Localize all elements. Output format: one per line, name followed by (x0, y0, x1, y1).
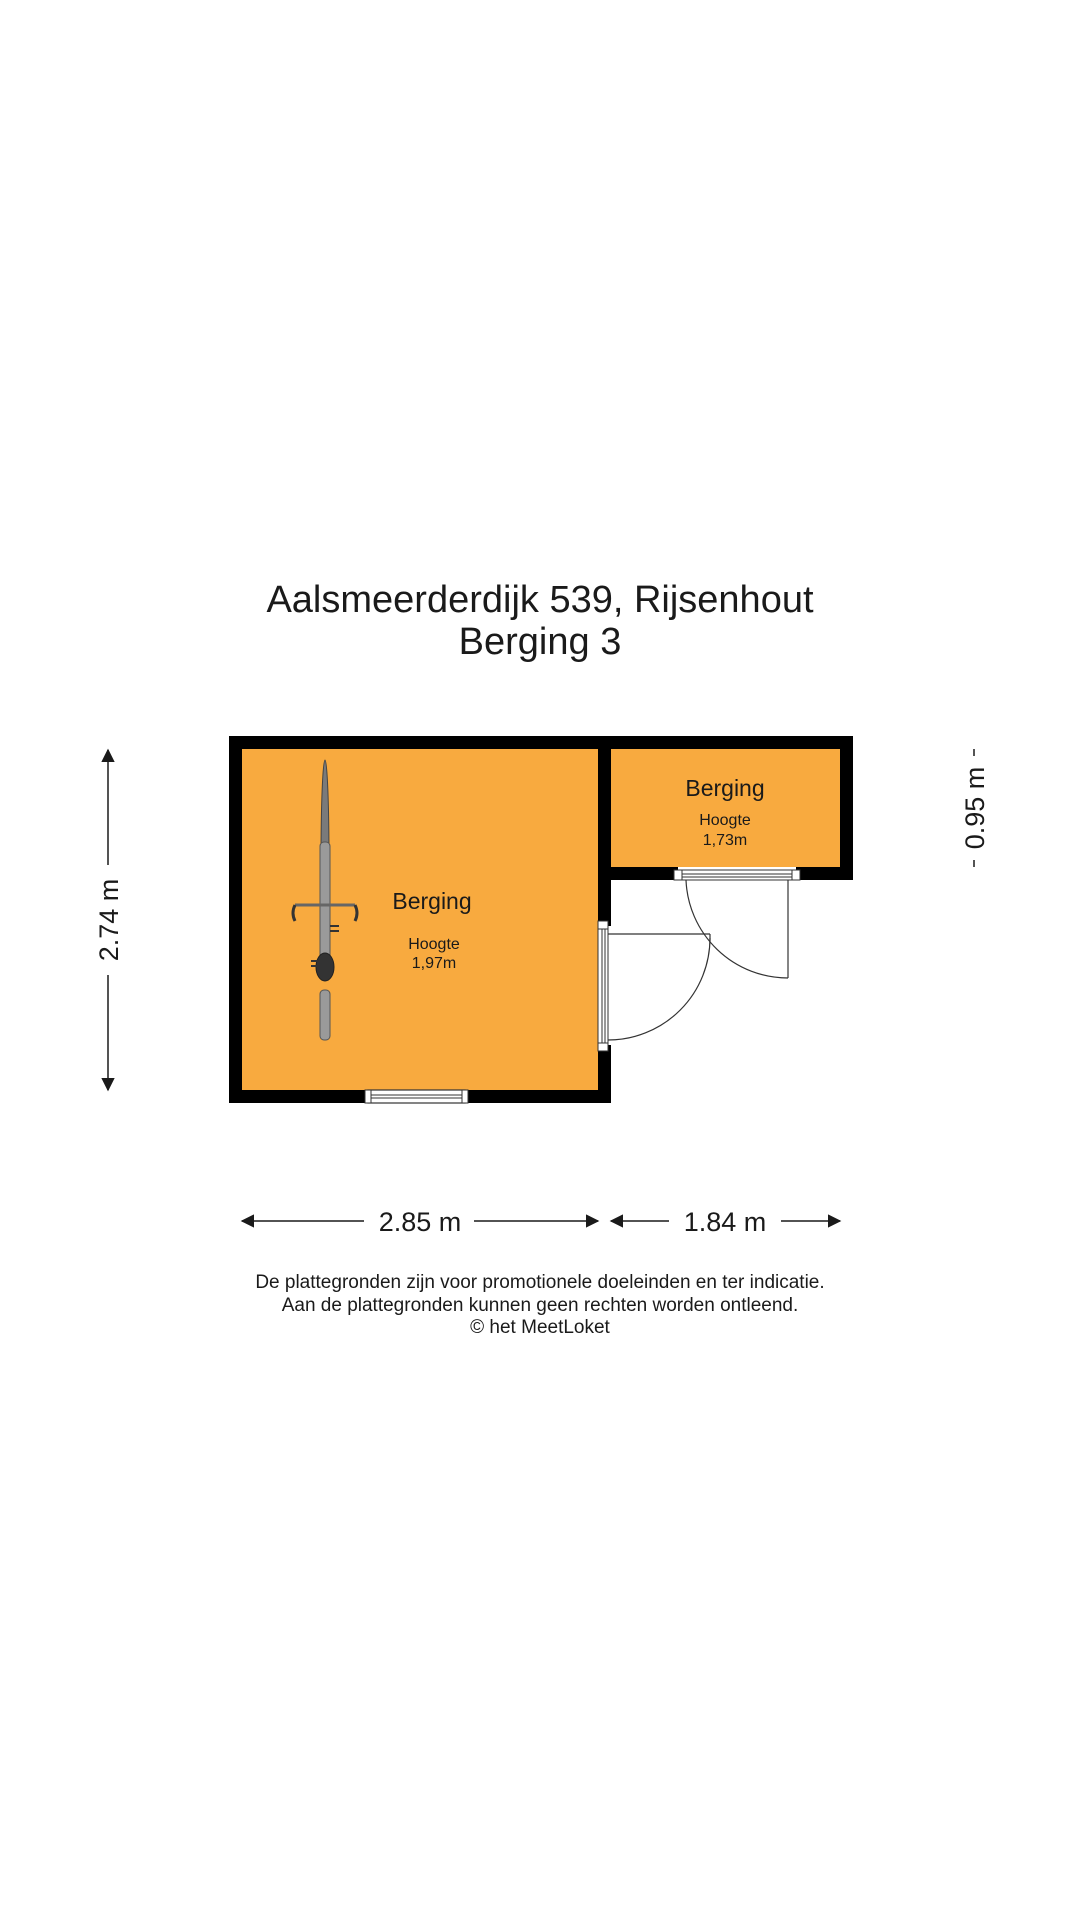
room-height-value-small: 1,73m (702, 832, 748, 849)
dimension-left-height-label: 2.74 m (94, 878, 124, 962)
room-height-label-small: Hoogte (699, 812, 751, 829)
door-small-room (674, 867, 800, 978)
disclaimer-line-3: © het MeetLoket (470, 1317, 610, 1338)
dimension-bottom-left-label: 2.85 m (378, 1207, 462, 1237)
dimension-right-height (960, 749, 990, 867)
room-height-value-large: 1,97m (411, 955, 457, 972)
plan-subtitle: Berging 3 (458, 621, 622, 663)
room-name-large: Berging (392, 888, 472, 914)
dimension-right-height-label: 0.95 m (960, 766, 990, 850)
dimension-left-height (94, 750, 124, 1090)
room-berging-small-floor (611, 749, 840, 867)
room-height-label-large: Hoogte (408, 936, 460, 953)
door-large-room (598, 921, 710, 1051)
window-bottom (365, 1090, 468, 1103)
dimension-bottom-right-label: 1.84 m (683, 1207, 767, 1237)
disclaimer-line-2: Aan de plattegronden kunnen geen rechten worden ontleend. (281, 1295, 799, 1316)
room-name-small: Berging (685, 775, 765, 801)
dimension-bottom-right (611, 1207, 840, 1237)
disclaimer-line-1: De plattegronden zijn voor promotionele doeleinden en ter indicatie. (255, 1272, 825, 1293)
dimension-bottom-left (242, 1207, 598, 1237)
plan-title: Aalsmeerderdijk 539, Rijsenhout (266, 579, 814, 621)
